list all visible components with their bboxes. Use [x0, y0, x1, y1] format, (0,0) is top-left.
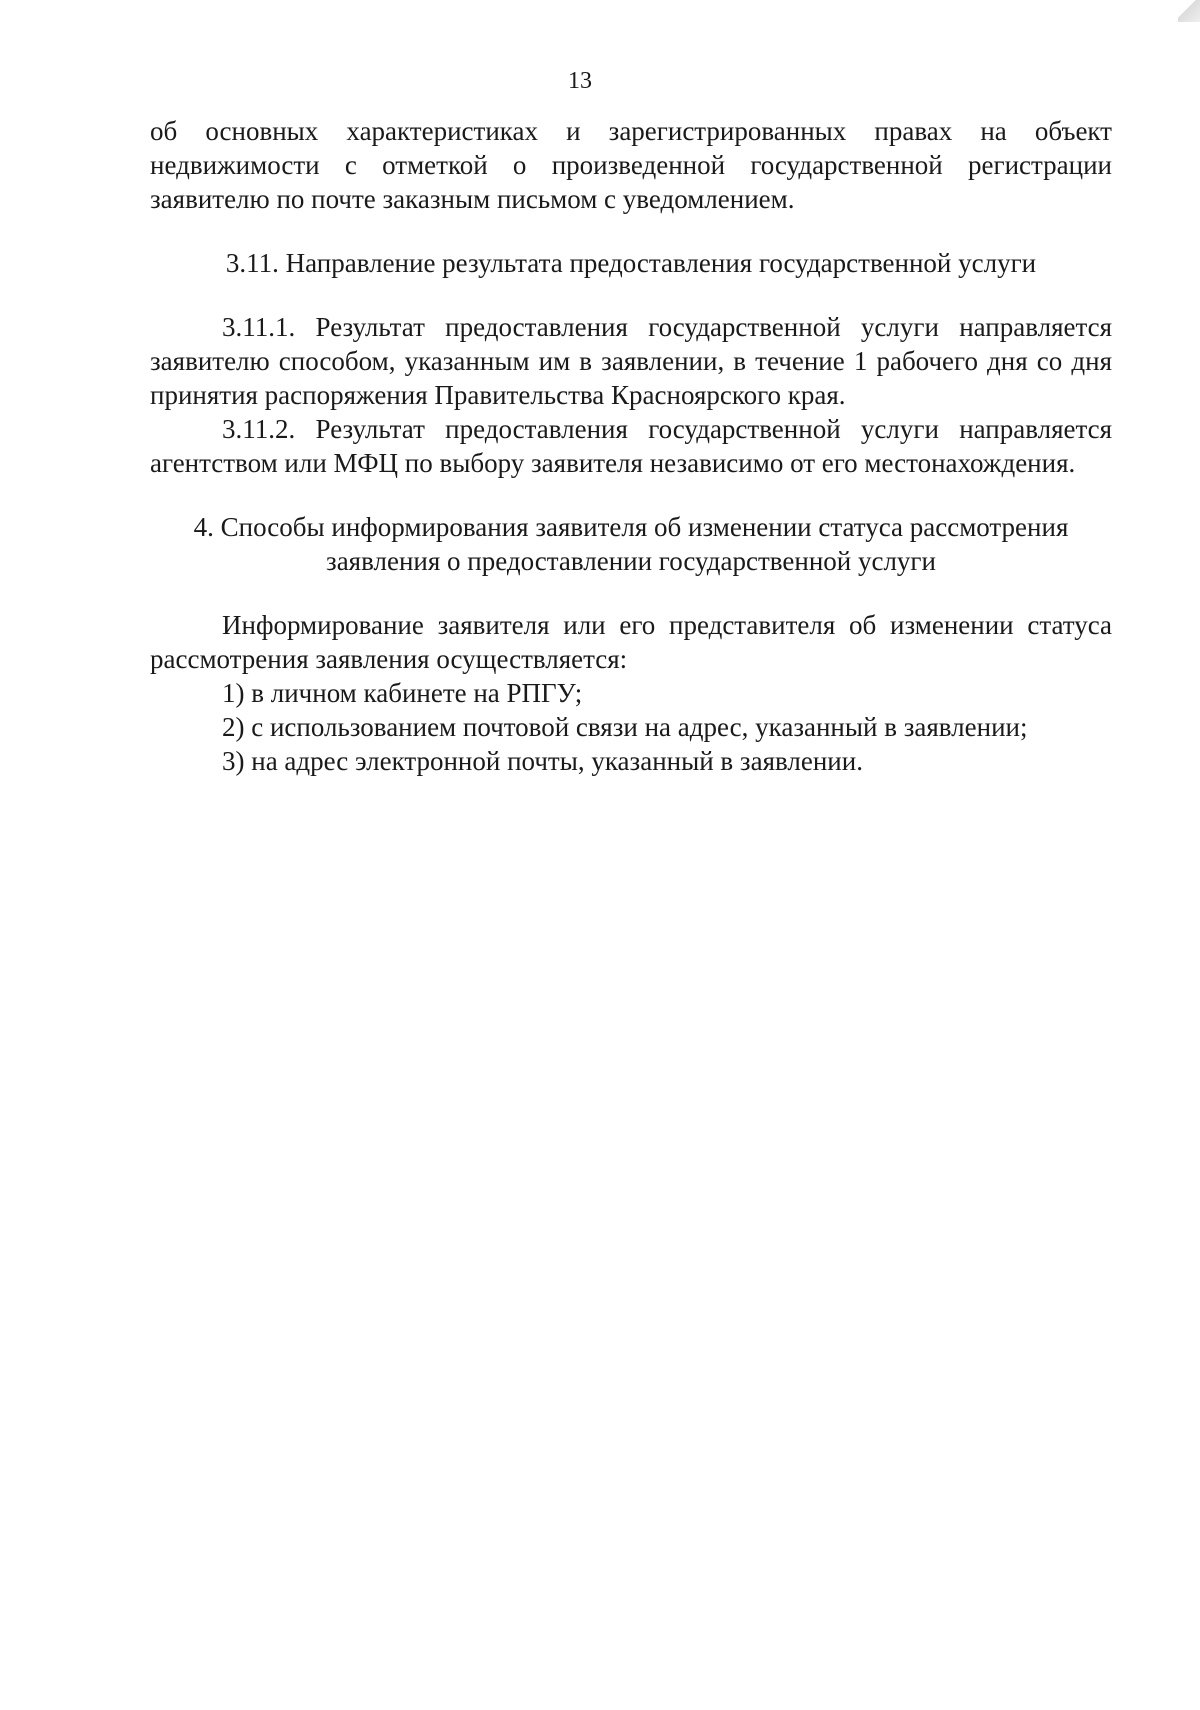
section-4-heading-line-1: 4. Способы информирования заявителя об изменении статуса рассмотрения — [193, 512, 1069, 542]
section-4-intro-paragraph: Информирование заявителя или его представителя об изменении статуса рассмотрения заявления осуществляется: — [150, 610, 1112, 674]
scan-corner-mark — [1178, 0, 1200, 22]
paragraph-3-11-2: 3.11.2. Результат предоставления государственной услуги направляется агентством или МФЦ по выбору заявителя независимо от его местонахождения. — [150, 414, 1112, 478]
spacer — [150, 280, 1112, 310]
list-item: 3) на адрес электронной почты, указанный в заявлении. — [222, 746, 863, 776]
intro-paragraph: об основных характеристиках и зарегистрированных правах на объект недвижимости с отметкой о произведенной государственной регистрации заявителю по почте заказным письмом с уведомлением. — [150, 116, 1112, 214]
page-number: 13 — [568, 68, 592, 94]
page-body — [150, 114, 1112, 778]
spacer — [150, 480, 1112, 510]
section-4-heading-line-2: заявления о предоставлении государственной услуги — [326, 546, 936, 576]
paragraph-3-11-1: 3.11.1. Результат предоставления государственной услуги направляется заявителю способом, указанным им в заявлении, в течение 1 рабочего дня со дня принятия распоряжения Правительства Красноярского края. — [150, 312, 1112, 410]
spacer — [150, 216, 1112, 246]
spacer — [150, 578, 1112, 608]
list-item: 2) с использованием почтовой связи на адрес, указанный в заявлении; — [222, 712, 1028, 742]
section-3-11-heading: 3.11. Направление результата предоставления государственной услуги — [225, 248, 1037, 278]
list-item: 1) в личном кабинете на РПГУ; — [222, 678, 583, 708]
